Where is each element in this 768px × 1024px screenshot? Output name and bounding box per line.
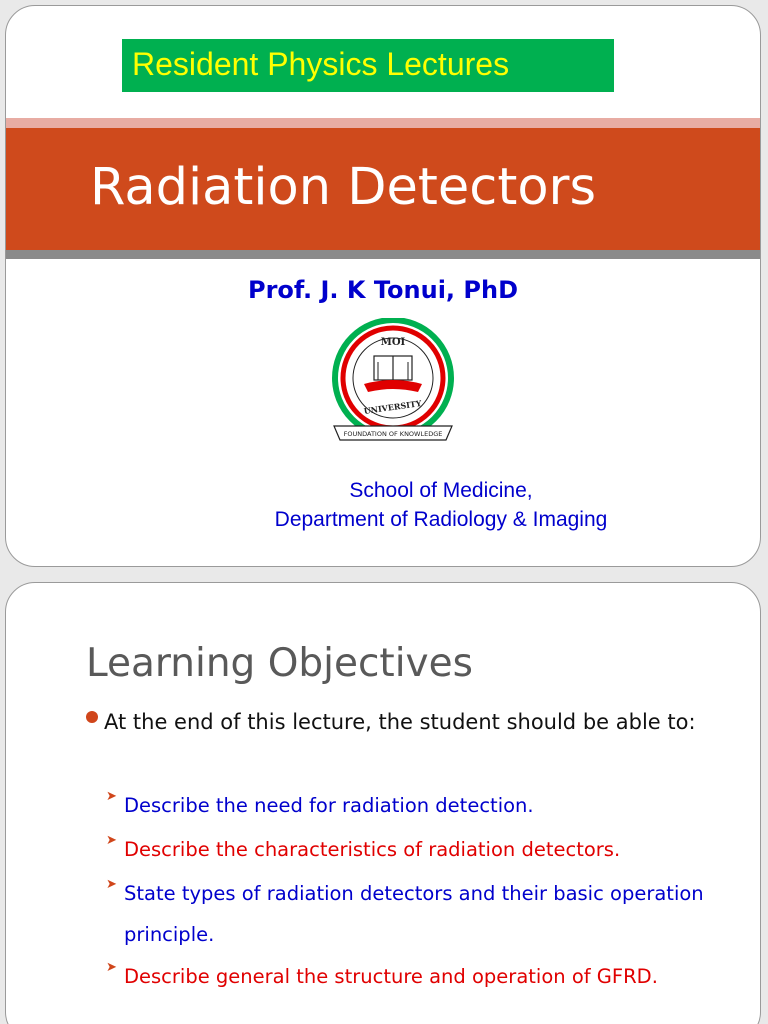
logo-top-text: MOI (380, 337, 406, 348)
bullet-dot-icon (86, 711, 98, 723)
objective-text: State types of radiation detectors and their basic operation principle. (124, 882, 704, 946)
objective-text: Describe the need for radiation detection. (124, 794, 534, 817)
course-banner (122, 39, 614, 92)
moi-university-logo (326, 318, 460, 452)
department-name: Department of Radiology & Imaging (274, 508, 608, 531)
title-slide (5, 5, 761, 567)
accent-strip-top (6, 118, 760, 128)
title-band (6, 128, 760, 250)
objective-text: Describe general the structure and operation of GFRD. (124, 965, 658, 988)
arrow-bullet-icon: ➤ (106, 833, 117, 848)
logo-ring-text: UNIVERSITY (363, 398, 423, 417)
objective-item (106, 829, 726, 870)
objective-item (106, 956, 726, 997)
main-bullet (86, 701, 726, 744)
arrow-bullet-icon: ➤ (106, 877, 117, 892)
slide-title: Radiation Detectors (90, 158, 597, 217)
arrow-bullet-icon: ➤ (106, 960, 117, 975)
objective-text: Describe the characteristics of radiation detectors. (124, 838, 621, 861)
objective-item (106, 785, 726, 826)
school-name: School of Medicine, (349, 479, 533, 502)
author-name: Prof. J. K Tonui, PhD (247, 276, 518, 304)
school-affiliation (246, 476, 636, 534)
arrow-bullet-icon: ➤ (106, 789, 117, 804)
objective-item (106, 873, 726, 955)
objectives-title: Learning Objectives (86, 641, 473, 686)
accent-strip-bottom (6, 250, 760, 259)
main-bullet-text: At the end of this lecture, the student should be able to: (104, 710, 696, 734)
course-banner-text: Resident Physics Lectures (132, 46, 510, 82)
logo-ribbon-text: FOUNDATION OF KNOWLEDGE (343, 430, 443, 438)
objectives-slide (5, 582, 761, 1024)
